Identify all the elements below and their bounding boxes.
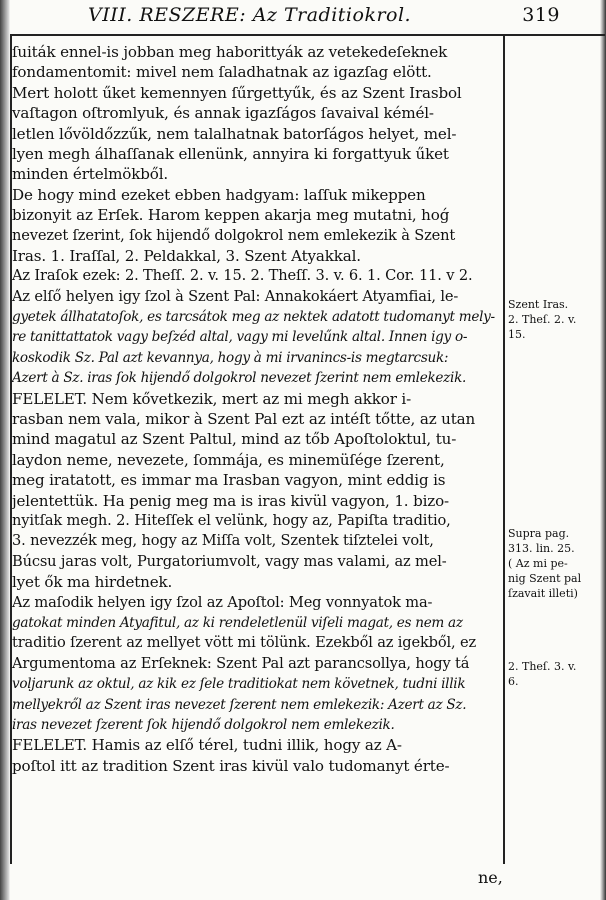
margin-note: 6. (508, 675, 519, 688)
margin-note: Supra pag. (508, 527, 570, 540)
margin-note: Szent Iras. (508, 298, 569, 311)
page-number: 319 (522, 4, 560, 26)
text-line: De hogy mind ezeket ebben hadgyam: laſſuk mikeppen (12, 185, 426, 204)
margin-note: ( Az mi pe- (508, 557, 568, 570)
text-line: Az elſő helyen igy ſzol à Szent Pal: Annakokáert Atyamfiai, le- (12, 287, 459, 305)
text-line: gatokat minden Atyafitul, az ki rendeletlenül viſeli magat, es nem az (12, 614, 463, 631)
text-line: Azert à Sz. iras ſok hijendő dolgokrol nevezet ſzerint nem emlekezik. (12, 370, 467, 387)
text-line: koskodik Sz. Pal azt kevannya, hogy à mi irvanincs-is megtarcsuk: (12, 349, 449, 366)
text-line: poſtol itt az tradition Szent iras kivül valo tudomanyt érte- (12, 756, 450, 775)
text-line: fondamentomit: mivel nem ſaladhatnak az igazſag elött. (12, 63, 432, 82)
text-line: 3. nevezzék meg, hogy az Miſſa volt, Szentek tiſztelei volt, (12, 532, 434, 550)
margin-note: 2. Theſ. 2. v. (508, 313, 577, 326)
text-line: letlen lővöldőzzűk, nem talalhatnak batorſágos helyet, mel- (12, 124, 457, 143)
text-line: rasban nem vala, mikor à Szent Pal ezt az intéſt tőtte, az utan (12, 410, 476, 429)
margin-note: 15. (508, 328, 526, 341)
main-text-block (12, 42, 500, 776)
text-line: ſuiták ennel-is jobban meg haborittyák az vetekedeſeknek (12, 43, 448, 61)
margin-note: nig Szent pal (508, 572, 582, 585)
running-title: VIII. RESZERE: Az Traditiokrol. (88, 4, 412, 26)
text-line: gyetek állhatatoſok, es tarcsátok meg az nektek adatott tudomanyt mely- (12, 309, 495, 326)
text-line: bizonyit az Erſek. Harom keppen akarja meg mutatni, hoǵ (12, 206, 450, 225)
text-line: iras nevezet ſzerent ſok hijendő dolgokrol nem emlekezik. (12, 716, 395, 733)
text-line: meg iratatott, es immar ma Irasban vagyon, mint eddig is (12, 471, 446, 490)
margin-note: ſzavait illeti) (508, 587, 578, 600)
text-line: mellyekről az Szent iras nevezet ſzerent nem emlekezik: Azert az Sz. (12, 696, 467, 713)
page-edge-left (0, 0, 10, 900)
catchword: ne, (478, 868, 503, 887)
text-line: voljarunk az oktul, az kik ez ſele traditiokat nem követnek, tudni illik (12, 676, 466, 693)
margin-note: 313. lin. 25. (508, 542, 575, 555)
text-line: traditio ſzerent az mellyet vött mi tölünk. Ezekből az igekből, ez (12, 634, 477, 652)
margin-column-rule (503, 34, 505, 864)
margin-note: 2. Theſ. 3. v. (508, 660, 577, 673)
text-line: laydon neme, nevezete, ſommája, es minemüſége ſzerent, (12, 450, 445, 469)
running-header (70, 4, 560, 30)
text-line: nyitſak megh. 2. Hiteſſek el velünk, hogy az, Papiſta traditio, (12, 511, 451, 529)
page-edge-right (600, 0, 606, 900)
text-line: Az Iraſok ezek: 2. Theſſ. 2. v. 15. 2. Theſſ. 3. v. 6. 1. Cor. 11. v 2. (12, 267, 473, 285)
text-line: jelentettük. Ha penig meg ma is iras kivül vagyon, 1. bizo- (12, 491, 449, 510)
text-line: Argumentoma az Erſeknek: Szent Pal azt parancsollya, hogy tá (12, 654, 470, 672)
text-line: FELELET. Nem kővetkezik, mert az mi megh akkor i- (12, 389, 412, 408)
text-line: lyen megh álhaſſanak ellenünk, annyira ki forgattyuk űket (12, 144, 449, 163)
text-line: Mert holott űket kemennyen ſűrgettyűk, és az Szent Irasbol (12, 83, 462, 102)
text-line: Iras. 1. Iraſſal, 2. Peldakkal, 3. Szent Atyakkal. (12, 246, 361, 265)
text-line: re tanittattatok vagy beſzéd altal, vagy mi levelűnk altal. Innen igy o- (12, 329, 468, 346)
text-line: mind magatul az Szent Paltul, mind az tőb Apoſtoloktul, tu- (12, 430, 457, 449)
text-line: Az maſodik helyen igy ſzol az Apoſtol: Meg vonnyatok ma- (12, 593, 433, 611)
text-line: vaſtagon oſtromlyuk, és annak igazſágos ſavaival kémél- (12, 104, 434, 123)
text-line: lyet ők ma hirdetnek. (12, 573, 173, 592)
text-line: nevezet ſzerint, ſok hijendő dolgokrol nem emlekezik à Szent (12, 226, 456, 244)
text-line: minden értelmökből. (12, 165, 169, 184)
text-line: Búcsu jaras volt, Purgatoriumvolt, vagy mas valami, az mel- (12, 552, 447, 570)
header-rule (10, 34, 605, 36)
text-line: FELELET. Hamis az elſő térel, tudni illik, hogy az A- (12, 736, 402, 755)
